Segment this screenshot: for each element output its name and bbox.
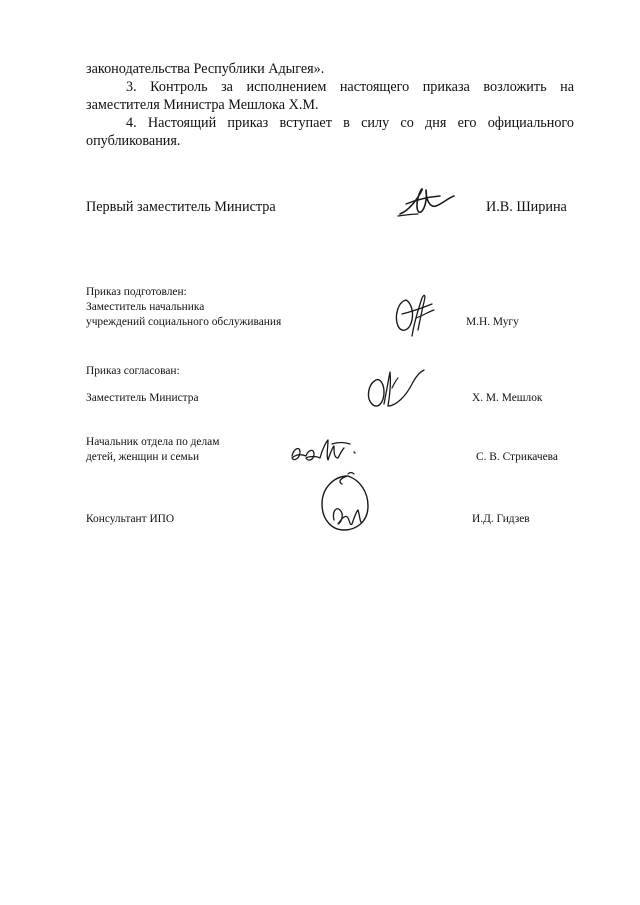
prepared-position-line2: учреждений социального обслуживания	[86, 316, 282, 328]
handwritten-signature-consultant	[318, 470, 374, 534]
dept-position-line1: Начальник отдела по делам	[86, 436, 220, 448]
agreed-heading: Приказ согласован:	[86, 365, 180, 377]
prepared-name: М.Н. Мугу	[466, 316, 519, 328]
dept-position-line2: детей, женщин и семьи	[86, 451, 200, 463]
handwritten-signature-prepared	[388, 290, 440, 340]
handwritten-signature-main	[396, 184, 458, 220]
paragraph-item-3: 3. Контроль за исполнением настоящего приказа возложить на заместителя Министра Мешлока Х.М.	[86, 79, 574, 113]
signer-title: Первый заместитель Министра	[86, 199, 276, 215]
prepared-position-line1: Заместитель начальника	[86, 301, 205, 313]
agreed-position: Заместитель Министра	[86, 392, 199, 404]
signer-name: И.В. Ширина	[486, 199, 567, 215]
consultant-position: Консультант ИПО	[86, 513, 175, 525]
agreed-name: Х. М. Мешлок	[472, 392, 543, 404]
text-line-continuation: законодательства Республики Адыгея».	[86, 61, 325, 77]
paragraph-item-4: 4. Настоящий приказ вступает в силу со дня его официального опубликования.	[86, 115, 574, 149]
consultant-name: И.Д. Гидзев	[472, 513, 530, 525]
handwritten-signature-agreed	[362, 364, 428, 414]
dept-name: С. В. Стрикачева	[476, 451, 558, 463]
handwritten-signature-dept	[288, 436, 360, 466]
prepared-heading: Приказ подготовлен:	[86, 286, 187, 298]
